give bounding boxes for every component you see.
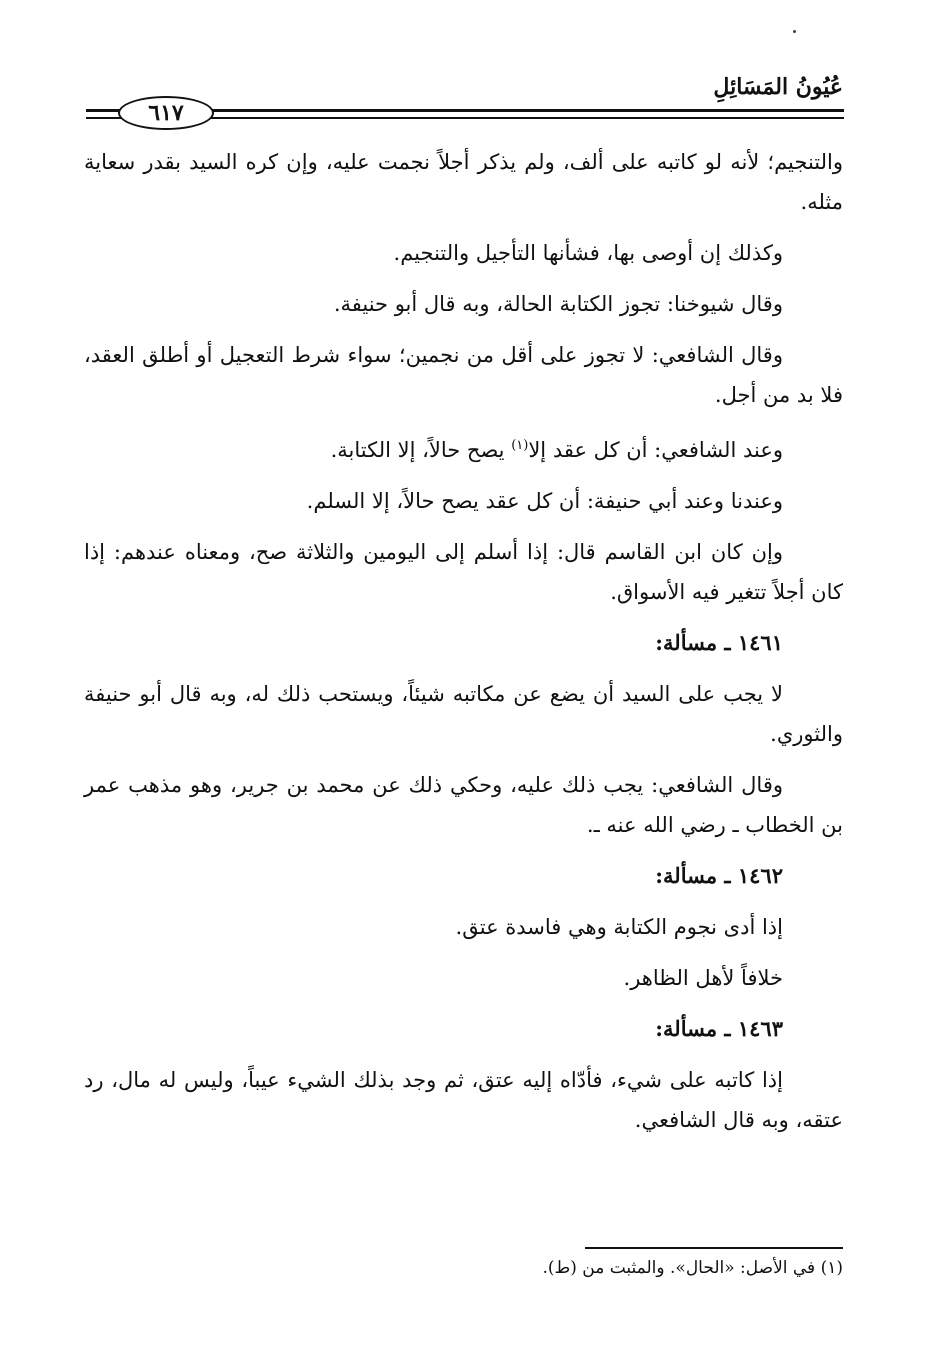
page-number-badge [118,96,214,130]
footnote-separator [585,1247,843,1249]
paragraph-4: وقال الشافعي: لا تجوز على أقل من نجمين؛ سواء شرط التعجيل أو أطلق العقد، فلا بد من أجل. [84,343,843,407]
paragraph-9: وقال الشافعي: يجب ذلك عليه، وحكي ذلك عن محمد بن جرير، وهو مذهب عمر بن الخطاب ـ رضي الله عنه ـ. [84,773,843,837]
paragraph-5-part-a: وعند الشافعي: أن كل عقد إلا [528,438,783,462]
paragraph-12: إذا كاتبه على شيء، فأدّاه إليه عتق، ثم وجد بذلك الشيء عيباً، وليس له مال، رد عتقه، وبه قال الشافعي. [84,1068,843,1132]
main-text [84,142,843,1151]
page-number: ٦١٧ [148,100,184,126]
issue-heading-1463: ١٤٦٣ ـ مسألة: [655,1016,783,1041]
paragraph-5-part-b: يصح حالاً، إلا الكتابة. [330,438,512,462]
scan-speck [793,30,796,33]
paragraph-6: وعندنا وعند أبي حنيفة: أن كل عقد يصح حالاً، إلا السلم. [306,489,783,513]
paragraph-10: إذا أدى نجوم الكتابة وهي فاسدة عتق. [455,915,783,939]
paragraph-2: وكذلك إن أوصى بها، فشأنها التأجيل والتنجيم. [393,241,783,265]
paragraph-11: خلافاً لأهل الظاهر. [623,966,783,990]
footnote-marker: (١) [511,438,529,453]
issue-heading-1462: ١٤٦٢ ـ مسألة: [655,863,783,888]
running-header-title: عُيُونُ المَسَائِلِ [713,74,843,100]
paragraph-5 [84,426,843,470]
paragraph-3: وقال شيوخنا: تجوز الكتابة الحالة، وبه قال أبو حنيفة. [333,292,783,316]
paragraph-8: لا يجب على السيد أن يضع عن مكاتبه شيئاً، ويستحب ذلك له، وبه قال أبو حنيفة والثوري. [84,682,843,746]
paragraph-1: والتنجيم؛ لأنه لو كاتبه على ألف، ولم يذكر أجلاً نجمت عليه، وإن كره السيد بقدر سعاية مثله. [84,150,843,214]
issue-heading-1461: ١٤٦١ ـ مسألة: [655,630,783,655]
footnote-1: (١) في الأصل: «الحال». والمثبت من (ط). [542,1258,843,1278]
paragraph-7: وإن كان ابن القاسم قال: إذا أسلم إلى اليومين والثلاثة صح، ومعناه عندهم: إذا كان أجلاً تتغير فيه الأسواق. [84,540,843,604]
